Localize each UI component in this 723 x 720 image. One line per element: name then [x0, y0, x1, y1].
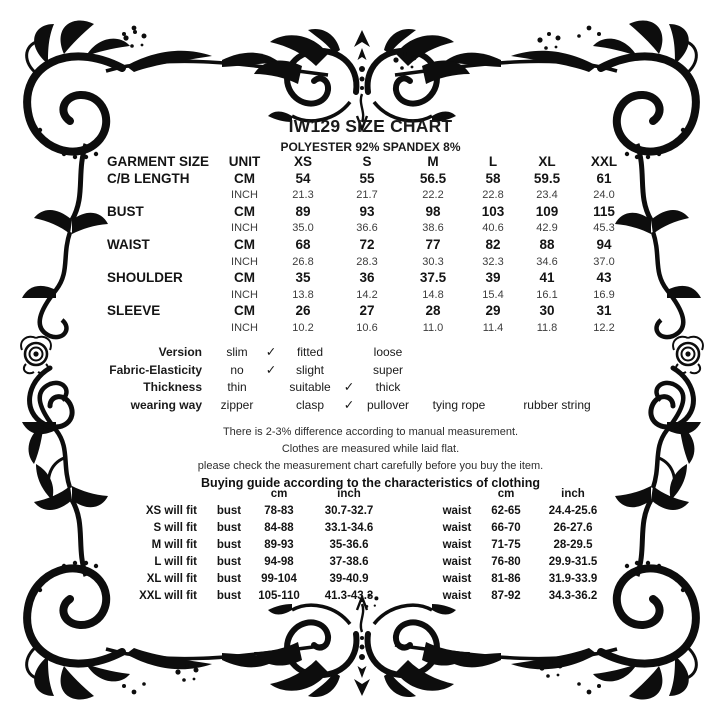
check-mark-icon: ✓: [265, 362, 277, 377]
fit-label: L will fit: [154, 556, 197, 568]
bust-cm: 84-88: [264, 522, 294, 534]
size-cell: 35.0: [292, 222, 314, 235]
table-row: [107, 220, 634, 237]
waist-inch: 28-29.5: [553, 539, 593, 551]
size-cell: 37.5: [419, 270, 447, 286]
note-line: Clothes are measured while laid flat.: [281, 442, 460, 455]
attribute-row-version: [98, 344, 613, 362]
size-cell: 88: [539, 236, 555, 252]
row-label: WAIST: [107, 236, 150, 252]
size-cell: 109: [535, 203, 559, 219]
row-label: [107, 254, 217, 271]
waist-cm: 81-86: [491, 573, 521, 585]
size-cell: 16.1: [536, 288, 558, 301]
page-title: IW129 SIZE CHART: [288, 116, 453, 136]
bust-cm: 99-104: [261, 573, 297, 585]
empty-cell: [433, 486, 481, 503]
table-row: [107, 287, 634, 304]
bust-cm: 78-83: [264, 505, 294, 517]
table-row: [107, 254, 634, 271]
size-cell: 23.4: [536, 189, 558, 202]
size-cell: 59.5: [533, 170, 561, 186]
empty-cell: [393, 571, 433, 588]
size-cell: 77: [425, 236, 441, 252]
waist-label: waist: [442, 556, 472, 568]
bust-inch: 37-38.6: [329, 556, 369, 568]
empty-cell: [393, 503, 433, 520]
size-cell: 27: [359, 303, 375, 319]
header-m: M: [427, 154, 439, 169]
size-cell: 43: [596, 270, 612, 286]
empty-cell: [205, 486, 253, 503]
size-cell: 21.3: [292, 189, 314, 202]
waist-inch: 24.4-25.6: [548, 505, 598, 517]
check-mark-icon: [339, 344, 359, 362]
row-label: [107, 320, 217, 337]
size-cell: 56.5: [419, 170, 447, 186]
unit-cell: CM: [234, 303, 255, 319]
size-cell: 103: [481, 203, 505, 219]
table-row: [107, 237, 634, 254]
row-label: C/B LENGTH: [107, 170, 190, 186]
bust-label: bust: [216, 522, 242, 534]
check-mark-icon: [261, 379, 281, 397]
fit-label: S will fit: [153, 522, 197, 534]
attribute-label: Thickness: [143, 380, 202, 395]
buying-guide-header: [130, 486, 615, 503]
attribute-option: fitted: [296, 345, 323, 359]
waist-inch: 29.9-31.5: [548, 556, 598, 568]
empty-cell: [393, 554, 433, 571]
attribute-option: zipper: [220, 397, 254, 412]
attribute-label: Version: [158, 345, 202, 359]
size-cell: 68: [295, 236, 311, 252]
size-cell: 36.6: [356, 222, 378, 235]
size-table: [107, 154, 634, 337]
buying-guide-table: [130, 486, 615, 605]
unit-cell: CM: [234, 170, 255, 186]
bust-label: bust: [216, 573, 242, 585]
size-cell: 10.6: [356, 321, 378, 334]
waist-label: waist: [442, 522, 472, 534]
size-cell: 30: [539, 303, 555, 319]
check-mark-icon: [261, 397, 281, 415]
header-cm: cm: [270, 488, 288, 500]
fit-label: M will fit: [151, 539, 197, 551]
waist-label: waist: [442, 539, 472, 551]
attribute-option: suitable: [289, 380, 331, 395]
empty-cell: [393, 588, 433, 605]
size-cell: 35: [295, 270, 311, 286]
size-cell: 89: [295, 203, 311, 219]
header-unit: UNIT: [228, 154, 261, 169]
size-cell: 14.8: [422, 288, 444, 301]
waist-cm: 87-92: [491, 590, 521, 602]
header-s: S: [362, 154, 372, 169]
bust-inch: 39-40.9: [329, 573, 369, 585]
table-row: [107, 303, 634, 320]
row-label: SLEEVE: [107, 303, 161, 319]
size-cell: 28.3: [356, 255, 378, 268]
size-cell: 39: [485, 270, 501, 286]
table-row: [107, 171, 634, 188]
size-cell: 10.2: [292, 321, 314, 334]
table-row: [107, 187, 634, 204]
attribute-row-thickness: [98, 379, 613, 397]
size-cell: 41: [539, 270, 555, 286]
unit-cell: INCH: [231, 189, 258, 202]
waist-inch: 34.3-36.2: [548, 590, 598, 602]
fit-label: XL will fit: [146, 573, 197, 585]
garment-attributes: [98, 344, 613, 414]
bust-cm: 89-93: [264, 539, 294, 551]
table-row: [107, 204, 634, 221]
size-cell: 30.3: [422, 255, 444, 268]
attribute-option: rubber string: [523, 397, 591, 412]
unit-cell: INCH: [231, 288, 258, 301]
attribute-option: thick: [375, 380, 401, 395]
empty-cell: [393, 486, 433, 503]
attribute-option: thin: [227, 380, 247, 395]
size-cell: 13.8: [292, 288, 314, 301]
attribute-label: Fabric-Elasticity: [109, 362, 202, 377]
size-cell: 12.2: [593, 321, 615, 334]
size-cell: 98: [425, 203, 441, 219]
buying-guide-row: [130, 554, 615, 571]
empty-cell: [393, 520, 433, 537]
waist-inch: 31.9-33.9: [548, 573, 598, 585]
unit-cell: INCH: [231, 255, 258, 268]
header-inch: inch: [337, 488, 361, 500]
size-cell: 54: [295, 170, 311, 186]
attribute-option: [501, 362, 613, 380]
header-xl: XL: [538, 154, 556, 169]
waist-label: waist: [442, 505, 472, 517]
size-cell: 82: [485, 236, 501, 252]
size-cell: 115: [593, 203, 615, 219]
unit-cell: INCH: [231, 321, 258, 334]
bust-label: bust: [216, 590, 242, 602]
attribute-option: no: [230, 362, 244, 377]
header-garment-size: GARMENT SIZE: [107, 154, 210, 169]
empty-cell: [393, 537, 433, 554]
size-cell: 32.3: [482, 255, 504, 268]
size-cell: 38.6: [422, 222, 444, 235]
row-label: SHOULDER: [107, 270, 183, 286]
attribute-row-elasticity: [98, 362, 613, 380]
bust-inch: 41.3-43.3: [324, 590, 374, 602]
waist-cm: 62-65: [491, 505, 521, 517]
attribute-option: pullover: [366, 397, 410, 412]
size-cell: 21.7: [356, 189, 378, 202]
waist-cm: 66-70: [491, 522, 521, 534]
check-mark-icon: ✓: [343, 380, 355, 395]
header-xs: XS: [293, 154, 312, 169]
attribute-label: wearing way: [130, 397, 202, 412]
size-cell: 37.0: [593, 255, 615, 268]
size-cell: 16.9: [593, 288, 615, 301]
buying-guide-row: [130, 571, 615, 588]
size-cell: 28: [425, 303, 441, 319]
waist-cm: 76-80: [491, 556, 521, 568]
attribute-row-wearing-way: [98, 397, 613, 415]
note-line: please check the measurement chart carefully before you buy the item.: [197, 459, 544, 472]
bust-cm: 105-110: [258, 590, 300, 602]
row-label: BUST: [107, 203, 144, 219]
buying-guide-row: [130, 520, 615, 537]
row-label: [107, 187, 217, 204]
measurement-notes: [9, 424, 723, 492]
buying-guide-row: [130, 537, 615, 554]
size-cell: 55: [359, 170, 375, 186]
empty-cell: [130, 486, 205, 503]
header-l: L: [488, 154, 498, 169]
size-cell: 93: [359, 203, 375, 219]
size-cell: 31: [596, 303, 612, 319]
attribute-option: super: [372, 362, 404, 377]
unit-cell: CM: [234, 203, 255, 219]
fit-label: XXL will fit: [139, 590, 197, 602]
size-cell: 24.0: [593, 189, 615, 202]
size-cell: 58: [485, 170, 501, 186]
waist-label: waist: [442, 573, 472, 585]
size-cell: 29: [485, 303, 501, 319]
size-cell: 61: [596, 170, 612, 186]
attribute-option: [501, 379, 613, 397]
attribute-option: [417, 379, 501, 397]
header-inch: inch: [561, 488, 585, 500]
bust-inch: 35-36.6: [329, 539, 369, 551]
check-mark-icon: ✓: [265, 345, 277, 359]
waist-label: waist: [442, 590, 472, 602]
waist-cm: 71-75: [491, 539, 521, 551]
attribute-option: slight: [295, 362, 324, 377]
bust-inch: 30.7-32.7: [324, 505, 374, 517]
fit-label: XS will fit: [145, 505, 197, 517]
size-cell: 26.8: [292, 255, 314, 268]
size-cell: 34.6: [536, 255, 558, 268]
size-cell: 26: [295, 303, 311, 319]
size-cell: 36: [359, 270, 375, 286]
buying-guide-row: [130, 503, 615, 520]
size-cell: 72: [359, 236, 375, 252]
attribute-option: [417, 362, 501, 380]
size-cell: 11.8: [536, 321, 558, 334]
size-cell: 42.9: [536, 222, 558, 235]
size-cell: 11.4: [482, 321, 504, 334]
header-cm: cm: [497, 488, 515, 500]
attribute-option: clasp: [295, 397, 324, 412]
note-line: There is 2-3% difference according to manual measurement.: [222, 426, 519, 438]
header-xxl: XXL: [590, 154, 618, 169]
attribute-option: [417, 344, 501, 362]
buying-guide-row: [130, 588, 615, 605]
check-mark-icon: ✓: [343, 397, 355, 412]
waist-inch: 26-27.6: [553, 522, 593, 534]
size-cell: 11.0: [422, 321, 444, 334]
size-cell: 40.6: [482, 222, 504, 235]
bust-label: bust: [216, 556, 242, 568]
size-table-header: [107, 154, 634, 171]
check-mark-icon: [339, 362, 359, 380]
size-cell: 45.3: [593, 222, 615, 235]
size-cell: 94: [596, 236, 612, 252]
size-cell: 22.2: [422, 189, 444, 202]
size-cell: 15.4: [482, 288, 504, 301]
attribute-option: tying rope: [432, 397, 486, 412]
unit-cell: CM: [234, 236, 255, 252]
attribute-option: slim: [226, 345, 248, 359]
unit-cell: CM: [234, 270, 255, 286]
row-label: [107, 220, 217, 237]
bust-label: bust: [216, 539, 242, 551]
size-cell: 14.2: [356, 288, 378, 301]
table-row: [107, 320, 634, 337]
bust-inch: 33.1-34.6: [324, 522, 374, 534]
row-label: [107, 287, 217, 304]
unit-cell: INCH: [231, 222, 258, 235]
fabric-composition: POLYESTER 92% SPANDEX 8%: [280, 140, 461, 154]
attribute-option: loose: [373, 345, 403, 359]
bust-label: bust: [216, 505, 242, 517]
attribute-option: [501, 344, 613, 362]
bust-cm: 94-98: [264, 556, 294, 568]
table-row: [107, 270, 634, 287]
buying-guide-heading: Buying guide according to the characteristics of clothing: [201, 476, 540, 491]
size-cell: 22.8: [482, 189, 504, 202]
